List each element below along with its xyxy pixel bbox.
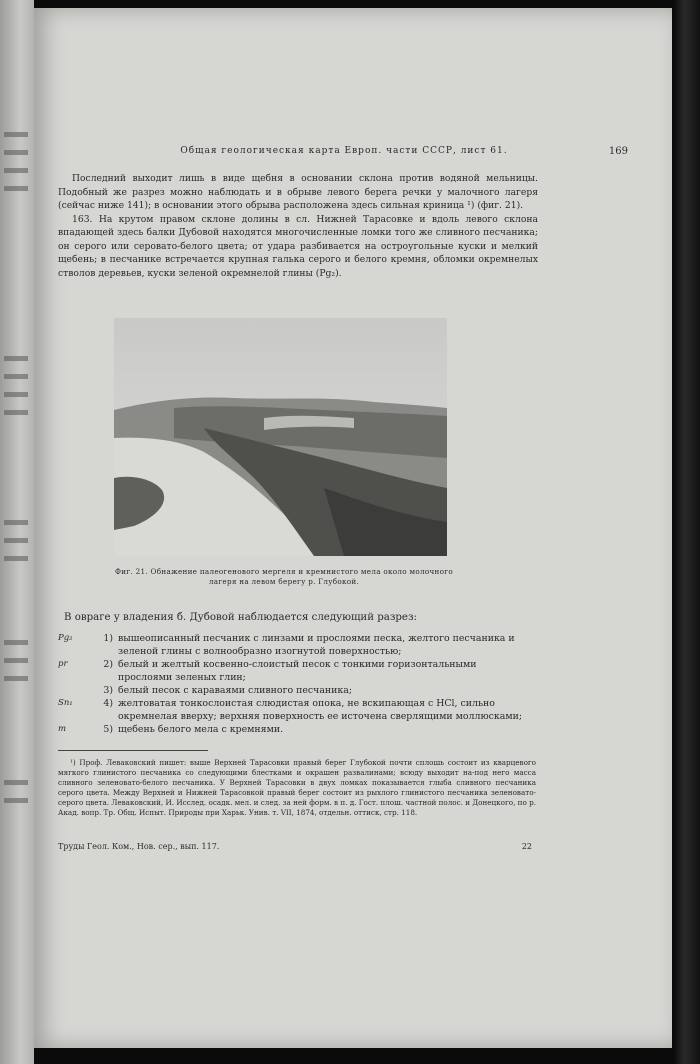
section-intro: В овраге у владения б. Дубовой наблюдается следующий разрез: <box>64 612 417 623</box>
layer-text: вышеописанный песчаник с линзами и прослоями песка, желтого песчаника и зеленой глины с волнообразно изогнутой поверхностью; <box>118 633 515 657</box>
paragraph-2: 163. На крутом правом склоне долины в сл. Нижней Тарасовке и вдоль левого склона впадающей здесь балки Дубовой находятся многочисленные ломки того же сливного песчаника; он серого или серовато-белого цвета; от удара разбивается на остроугольные куски и мелкий щебень; в песчанике встречается крупная галька серого и белого кремня, обломки окремнелых стволов деревьев, куски зеленой окремнелой глины (Pg₂). <box>58 213 538 279</box>
page-number: 169 <box>608 146 628 157</box>
layer-number: 4) <box>103 698 113 709</box>
footer-series: Труды Геол. Ком., Нов. сер., вып. 117. <box>58 842 220 851</box>
layer-text: белый песок с караваями сливного песчаника; <box>118 685 353 696</box>
layer-item <box>58 658 528 684</box>
figure-photo <box>114 318 447 556</box>
paragraph-1: Последний выходит лишь в виде щебня в основании склона против водяной мельницы. Подобный же разрез можно наблюдать и в обрыве левого берега речки у малочного лагеря (сейчас ниже 141); в основании этого обрыва расположена здесь сильная криница ¹) (фиг. 21). <box>58 173 538 211</box>
layer-symbol: Pg₂ <box>58 633 73 643</box>
footnote-rule <box>58 750 208 751</box>
stratigraphy-list <box>58 632 528 736</box>
layer-text: щебень белого мела с кремнями. <box>118 724 284 735</box>
signature-number: 22 <box>521 842 532 851</box>
running-head: Общая геологическая карта Европ. части СССР, лист 61. <box>180 146 508 156</box>
layer-item <box>58 632 528 658</box>
layer-symbol: Sn₁ <box>58 698 73 708</box>
book-page <box>34 8 672 1048</box>
layer-symbol: m <box>58 724 67 734</box>
page-footer <box>58 842 532 851</box>
layer-text: желтоватая тонкослоистая слюдистая опока, не вскипающая с HCl, сильно окремнелая вверху; верхняя поверхность ее источена сверлящими моллюсками; <box>118 698 523 722</box>
adjacent-left-page <box>0 0 34 1064</box>
layer-item <box>58 723 528 736</box>
layer-number: 3) <box>103 685 113 696</box>
layer-item <box>58 697 528 723</box>
layer-number: 2) <box>103 659 113 670</box>
river-landscape-photo <box>114 318 447 556</box>
layer-number: 5) <box>103 724 113 735</box>
layer-symbol: pr <box>58 659 68 669</box>
footnote-text: ¹) Проф. Леваковский пишет: выше Верхней Тарасовки правый берег Глубокой почти сплошь состоит из кварцевого мягкого глинистого песчаника со следующими блестками и окрашен развалинами; всюду выходит на-под него масса сливного зеленовато-белого песчаника. У Верхней Тарасовки в двух ломках показывается глыба сливного песчаника серого цвета. Между Верхней и Нижней Тарасовкой правый берег состоит из рыхлого глинистого песчаника зеленовато-серого цвета. Леваковский, И. Исслед. осадк. мел. и след. за ней форм. в п. д. Гост. плош. частной полос. и Донецкого, по р. Акад. вопр. Тр. Общ. Испыт. Природы при Харьк. Унив. т. VII, 1874, отдельн. оттиск, стр. 118. <box>58 758 536 817</box>
layer-number: 1) <box>103 633 113 644</box>
layer-item <box>58 684 528 697</box>
book-edge <box>674 0 700 1064</box>
layer-symbol <box>58 684 100 697</box>
figure-caption: Фиг. 21. Обнажение палеогенового мергеля и кремнистого мела около молочного лагеря на левом берегу р. Глубокой. <box>115 567 453 586</box>
footnote <box>58 758 536 818</box>
layer-text: белый и желтый косвенно-слоистый песок с тонкими горизонтальными прослоями зеленых глин; <box>118 659 477 683</box>
body-text <box>58 172 538 280</box>
